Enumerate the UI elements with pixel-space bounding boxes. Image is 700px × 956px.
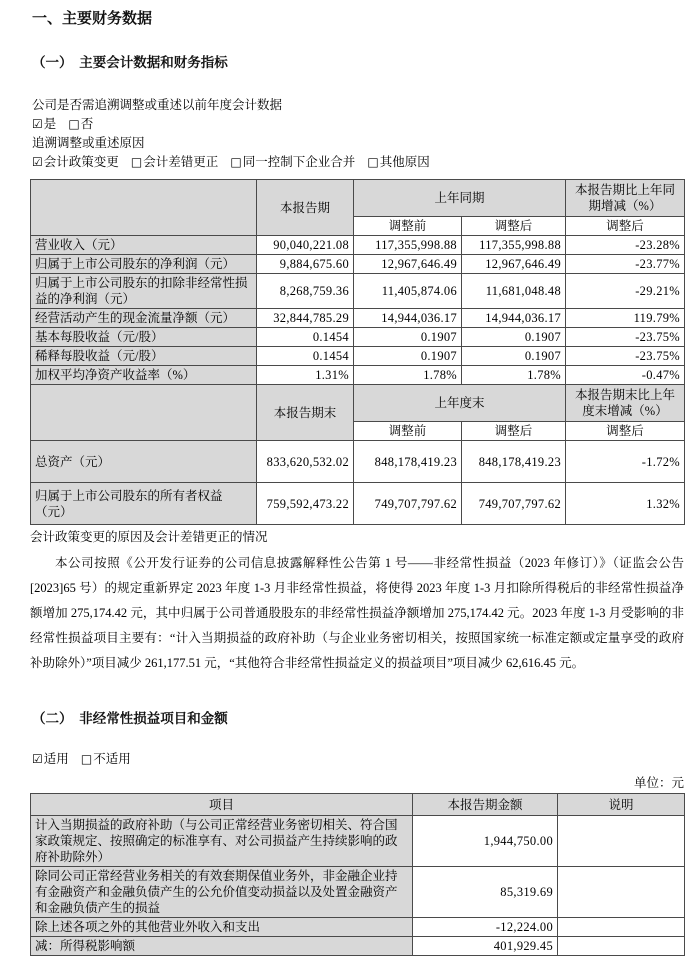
before-value-cell: 749,707,797.62: [354, 483, 462, 525]
change-value-cell: -23.77%: [566, 255, 685, 274]
restatement-reason-title: 追溯调整或重述原因: [32, 136, 145, 150]
before-value-cell: 11,405,874.06: [354, 274, 462, 309]
option-label: 否: [80, 117, 94, 131]
eop-change-header: 本报告期末比上年度末增减（%）: [566, 385, 685, 422]
unit-label: 单位：元: [633, 776, 684, 790]
current-value-cell: 90,040,221.08: [257, 236, 354, 255]
restatement-yes-no-line: [32, 115, 684, 134]
after-value-cell: 117,355,998.88: [462, 236, 566, 255]
item-cell: 计入当期损益的政府补助（与公司正常经营业务密切相关、符合国家政策规定、按照确定的标准享有、对公司损益产生持续影响的政府补助除外）: [31, 816, 413, 867]
checkbox-unchecked-icon: □: [230, 155, 242, 169]
table-row: [31, 937, 685, 956]
change-value-cell: 119.79%: [566, 309, 685, 328]
row-label-cell: 加权平均净资产收益率（%）: [31, 366, 257, 385]
current-period-header: 本报告期: [257, 180, 354, 236]
prior-period-header: 上年同期: [354, 180, 566, 217]
table-row: [31, 483, 685, 525]
section1-heading: 一、主要财务数据: [32, 10, 153, 27]
amount-cell: -12,224.00: [413, 918, 558, 937]
applicability-line: [32, 750, 684, 769]
change-adjusted-header: 调整后: [566, 217, 685, 236]
change-value-cell: -23.28%: [566, 236, 685, 255]
row-label-cell: 经营活动产生的现金流量净额（元）: [31, 309, 257, 328]
change-adjusted-header: 调整后: [566, 422, 685, 441]
after-value-cell: 1.78%: [462, 366, 566, 385]
checkbox-unchecked-icon: □: [367, 155, 379, 169]
table-row: [31, 309, 685, 328]
option-merger: [230, 155, 355, 169]
current-value-cell: 833,620,532.02: [257, 441, 354, 483]
option-label: 适用: [43, 752, 69, 766]
option-other: [367, 155, 429, 169]
option-label: 其他原因: [379, 155, 430, 169]
restatement-reasons-line: [32, 153, 684, 172]
adjusted-after-header: 调整后: [462, 217, 566, 236]
change-header: 本报告期比上年同期增减（%）: [566, 180, 685, 217]
restatement-question: 公司是否需追溯调整或重述以前年度会计数据: [32, 98, 283, 112]
row-label-cell: 归属于上市公司股东的扣除非经常性损益的净利润（元）: [31, 274, 257, 309]
current-value-cell: 0.1454: [257, 347, 354, 366]
amount-column-header: 本报告期金额: [413, 794, 558, 816]
adjusted-after-header: 调整后: [462, 422, 566, 441]
current-value-cell: 1.31%: [257, 366, 354, 385]
amount-cell: 401,929.45: [413, 937, 558, 956]
adjusted-before-header: 调整前: [354, 217, 462, 236]
after-value-cell: 0.1907: [462, 347, 566, 366]
table-row: [31, 918, 685, 937]
row-label-cell: 基本每股收益（元/股）: [31, 328, 257, 347]
change-value-cell: -23.75%: [566, 328, 685, 347]
table-row: [31, 366, 685, 385]
change-value-cell: -29.21%: [566, 274, 685, 309]
row-label-cell: 归属于上市公司股东的净利润（元）: [31, 255, 257, 274]
option-label: 同一控制下企业合并: [242, 155, 356, 169]
table-row: [31, 816, 685, 867]
row-label-cell: 稀释每股收益（元/股）: [31, 347, 257, 366]
option-error-correction: [131, 155, 218, 169]
before-value-cell: 1.78%: [354, 366, 462, 385]
after-value-cell: 12,967,646.49: [462, 255, 566, 274]
table-row: [31, 441, 685, 483]
accounting-note-paragraph: 本公司按照《公开发行证券的公司信息披露解释性公告第 1 号——非经常性损益（2023 年修订）》（证监会公告[2023]65 号）的规定重新界定 2023 年度 1-3 月非经常性损益，将使得 2023 年度 1-3 月扣除所得税后的非经常性损益净额增加 275,174.42 元，其中归属于公司普通股股东的非经常性损益净额增加 275,174.42 元。2023 年度 1-3 月受影响的非经常性损益项目主要有：“计入当期损益的政府补助（与企业业务密切相关，按照国家统一标准定额或定量享受的政府补助除外）”项目减少 261,177.51 元，“其他符合非经常性损益定义的损益项目”项目减少 62,616.45 元。: [30, 556, 684, 670]
row-label-cell: 归属于上市公司股东的所有者权益（元）: [31, 483, 257, 525]
table-row: [31, 255, 685, 274]
after-value-cell: 0.1907: [462, 328, 566, 347]
table-row: [31, 867, 685, 918]
change-value-cell: 1.32%: [566, 483, 685, 525]
option-no: [68, 117, 93, 131]
option-policy-change: [32, 155, 119, 169]
checkbox-unchecked-icon: □: [68, 117, 80, 131]
row-label-cell: 营业收入（元）: [31, 236, 257, 255]
note-cell: [558, 918, 685, 937]
current-value-cell: 32,844,785.29: [257, 309, 354, 328]
main-financial-table: [30, 179, 685, 525]
row-label-cell: 总资产（元）: [31, 441, 257, 483]
after-value-cell: 14,944,036.17: [462, 309, 566, 328]
current-eop-header: 本报告期末: [257, 385, 354, 441]
nre-header-row: [31, 794, 685, 816]
current-value-cell: 9,884,675.60: [257, 255, 354, 274]
prior-eop-header: 上年度末: [354, 385, 566, 422]
change-value-cell: -0.47%: [566, 366, 685, 385]
note-column-header: 说明: [558, 794, 685, 816]
note-cell: [558, 816, 685, 867]
table-row: [31, 347, 685, 366]
item-cell: 除上述各项之外的其他营业外收入和支出: [31, 918, 413, 937]
current-value-cell: 0.1454: [257, 328, 354, 347]
option-label: 是: [43, 117, 57, 131]
adjusted-before-header: 调整前: [354, 422, 462, 441]
before-value-cell: 848,178,419.23: [354, 441, 462, 483]
item-cell: 减：所得税影响额: [31, 937, 413, 956]
option-label: 会计政策变更: [43, 155, 119, 169]
amount-cell: 85,319.69: [413, 867, 558, 918]
checkbox-checked-icon: ☑: [32, 117, 43, 131]
current-value-cell: 759,592,473.22: [257, 483, 354, 525]
non-recurring-items-table: [30, 793, 685, 956]
checkbox-checked-icon: ☑: [32, 752, 43, 766]
option-yes: [32, 117, 56, 131]
before-value-cell: 12,967,646.49: [354, 255, 462, 274]
section1-1-heading: （一） 主要会计数据和财务指标: [32, 55, 228, 70]
table-row: [31, 274, 685, 309]
period-header-row: [31, 180, 685, 217]
after-value-cell: 11,681,048.48: [462, 274, 566, 309]
blank-corner-cell: [31, 385, 257, 441]
checkbox-unchecked-icon: □: [80, 752, 93, 766]
before-value-cell: 14,944,036.17: [354, 309, 462, 328]
note-cell: [558, 867, 685, 918]
before-value-cell: 0.1907: [354, 347, 462, 366]
option-applicable: [32, 752, 69, 766]
option-label: 不适用: [93, 752, 131, 766]
checkbox-checked-icon: ☑: [32, 155, 43, 169]
before-value-cell: 117,355,998.88: [354, 236, 462, 255]
after-value-cell: 749,707,797.62: [462, 483, 566, 525]
option-not-applicable: [81, 752, 131, 766]
note-cell: [558, 937, 685, 956]
table-row: [31, 236, 685, 255]
amount-cell: 1,944,750.00: [413, 816, 558, 867]
section2-heading: （二） 非经常性损益项目和金额: [32, 711, 228, 726]
change-value-cell: -1.72%: [566, 441, 685, 483]
item-column-header: 项目: [31, 794, 413, 816]
option-label: 会计差错更正: [143, 155, 219, 169]
end-of-period-header-row: [31, 385, 685, 422]
before-value-cell: 0.1907: [354, 328, 462, 347]
current-value-cell: 8,268,759.36: [257, 274, 354, 309]
accounting-note-title: 会计政策变更的原因及会计差错更正的情况: [30, 530, 268, 544]
after-value-cell: 848,178,419.23: [462, 441, 566, 483]
item-cell: 除同公司正常经营业务相关的有效套期保值业务外，非金融企业持有金融资产和金融负债产生的公允价值变动损益以及处置金融资产和金融负债产生的损益: [31, 867, 413, 918]
blank-corner-cell: [31, 180, 257, 236]
checkbox-unchecked-icon: □: [130, 155, 143, 169]
table-row: [31, 328, 685, 347]
change-value-cell: -23.75%: [566, 347, 685, 366]
